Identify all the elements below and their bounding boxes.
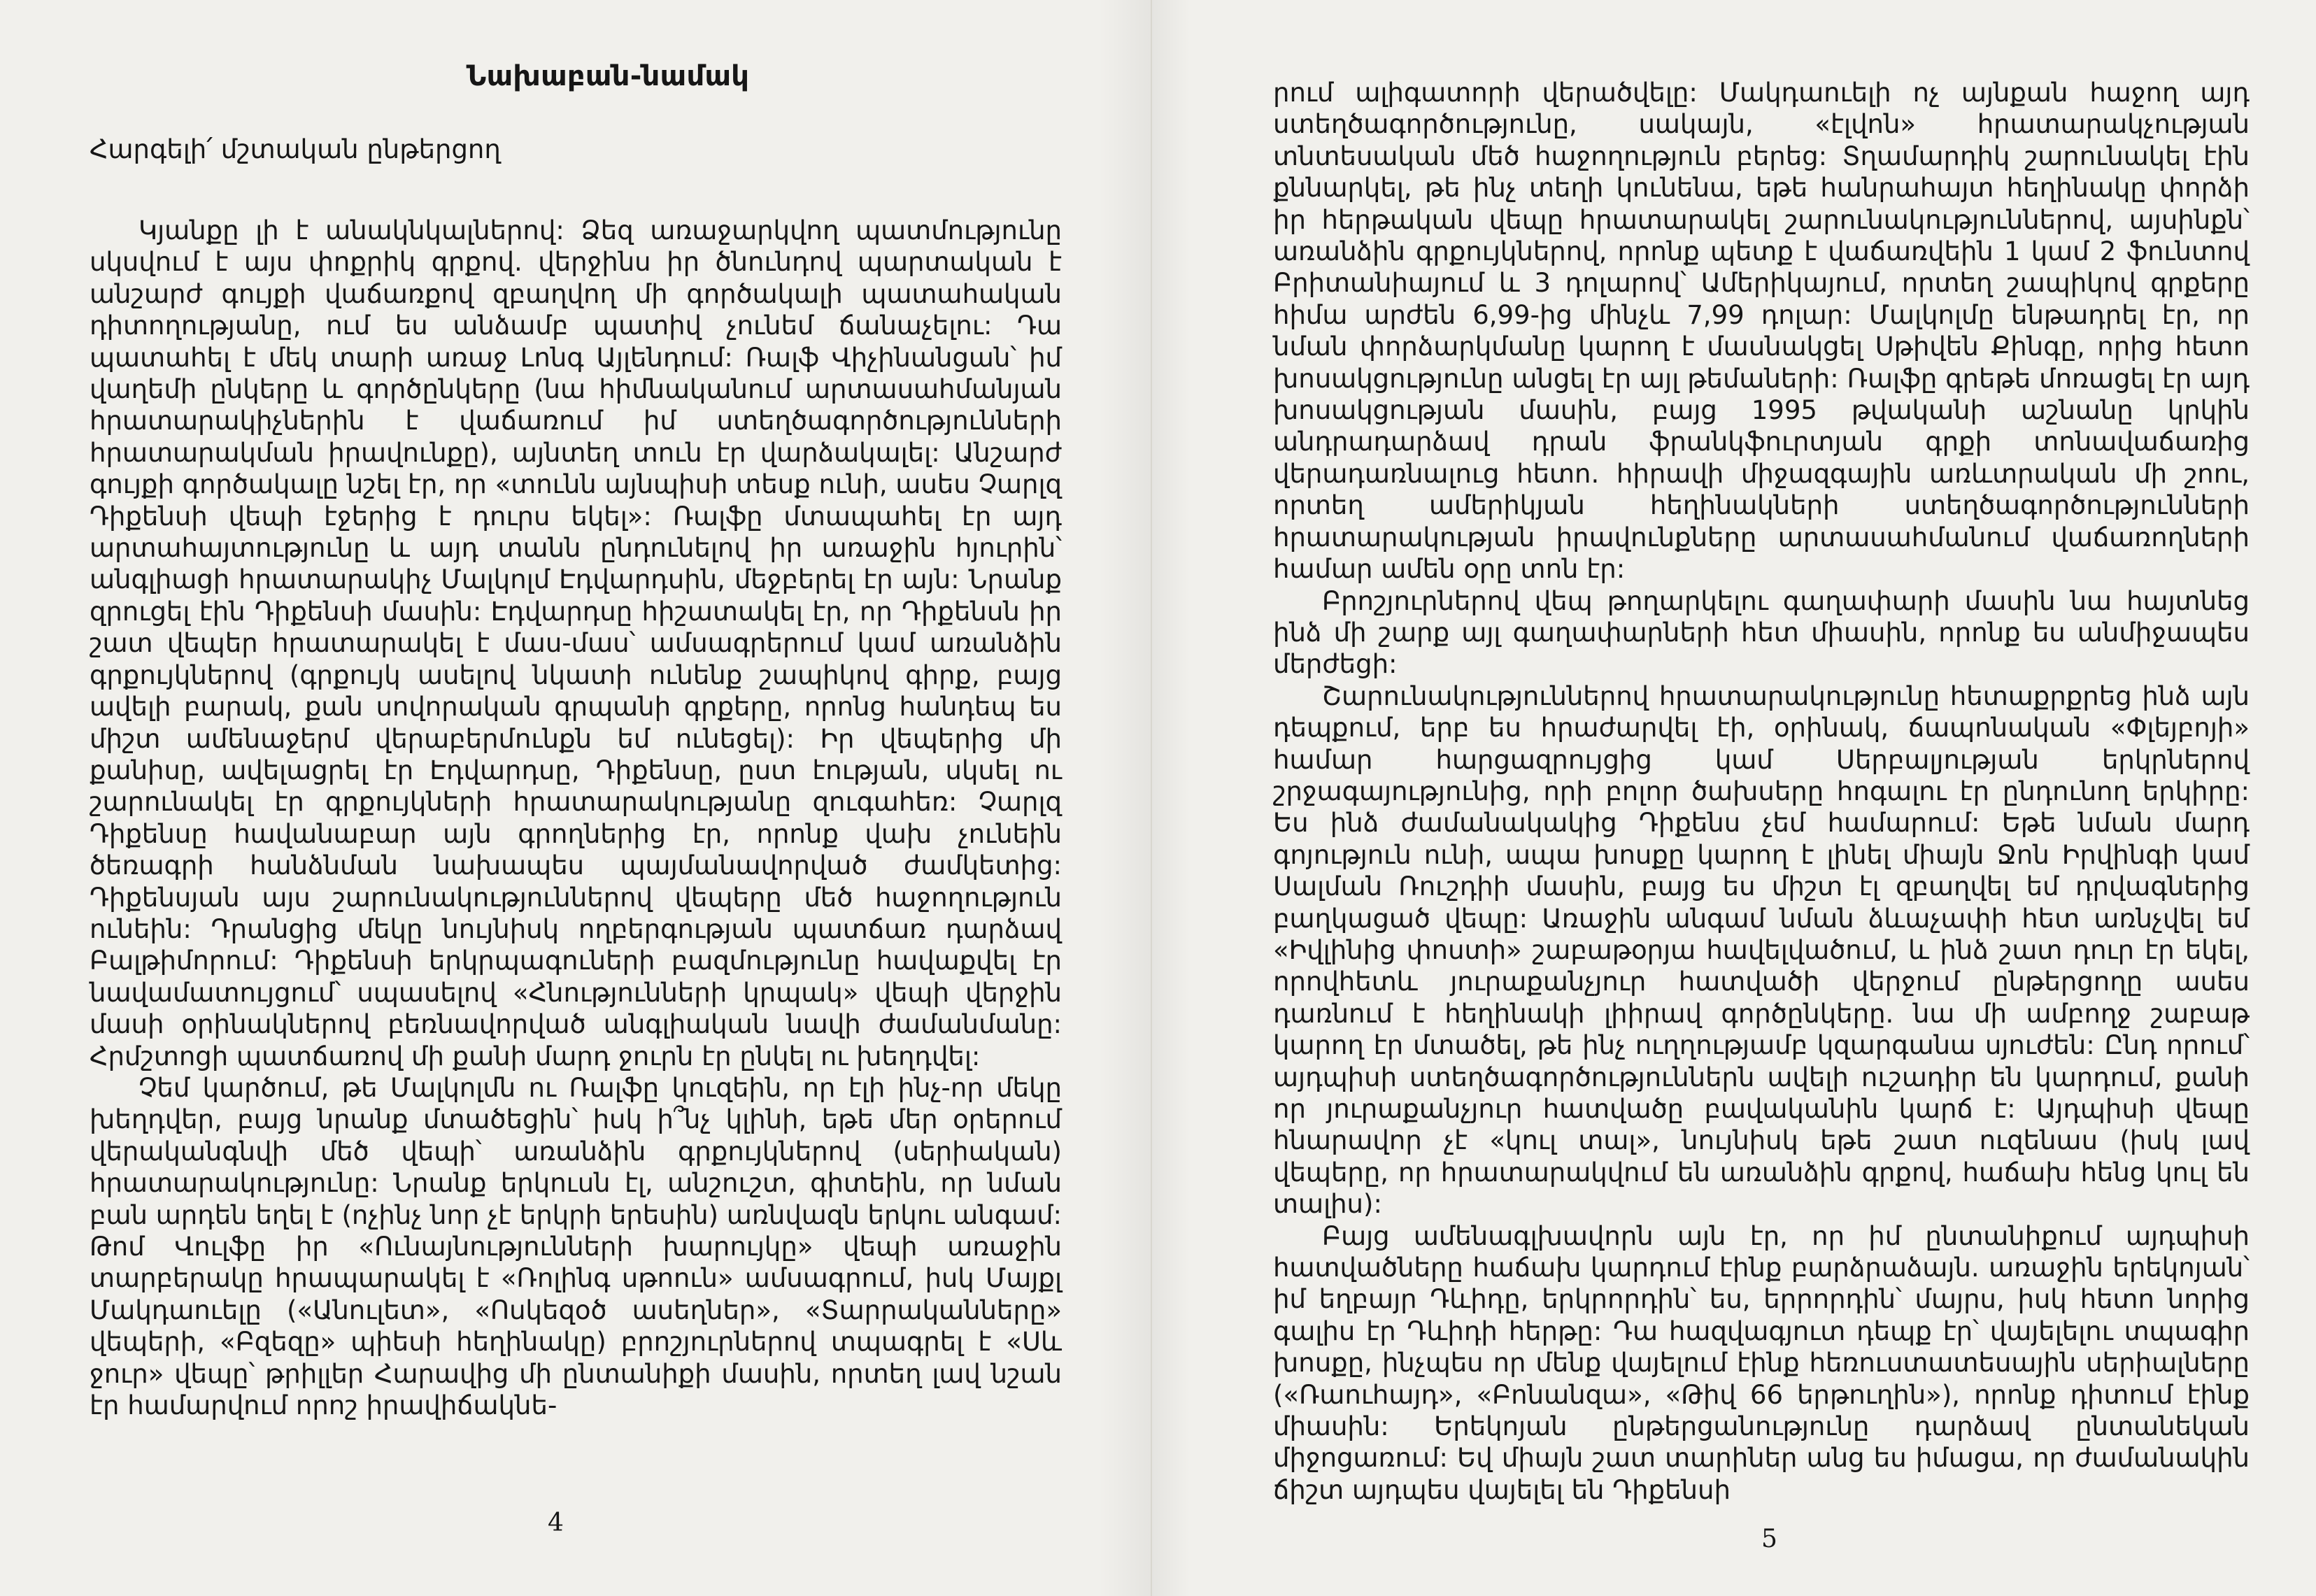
paragraph: Շարունակություններով հրատարակությունը հետաքրքրեց ինձ այն դեպքում, երբ ես հրաժարվել էի, օրինակ, ճապոնական «Փլեյբոյի» համար հարցազրույցից կամ Սերբալյության երկրներով շրջագայությունից, որի բոլոր ծախսերը հոգալու էր ընդունող երկիրը: Ես ինձ ժամանակակից Դիքենս չեմ համարում: Եթե նման մարդ գոյություն ունի, ապա խոսքը կարող է լինել միայն Ջոն Իրվինգի կամ Սալման Ռուշդիի մասին, բայց ես միշտ էլ զբաղվել եմ դրվագներից բաղկացած վեպը: Առաջին անգամ նման ձևաչափի հետ առնչվել եմ «Իվլինից փոստի» շաբաթօրյա հավելվածում, և ինձ շատ դուր էր եկել, որովհետև յուրաքանչյուր հատվածի վերջում ընթերցողը ասես դառնում է հեղինակի լիիրավ գործընկերը. նա մի ամբողջ շաբաթ կարող էր մտածել, թե ինչ ուղղությամբ կզարգանա սյուժեն: Ընդ որում՝ այդպիսի ստեղծագործություններն ավելի ուշադիր են կարդում, քանի որ յուրաքանչյուր հատվածը բավականին կարճ է: Այդպիսի վեպը հնարավոր չէ «կուլ տալ», նույնիսկ եթե շատ ուզենաս (իսկ լավ վեպերը, որ հրատարակվում են առանձին գրքով, հաճախ հենց կուլ են տալիս): — [1273, 681, 2250, 1220]
paragraph: Չեմ կարծում, թե Մալկոլմն ու Ռալֆը կուզեին, որ էլի ինչ-որ մեկը խեղդվեր, բայց նրանք մտածեցին՝ իսկ ի՞նչ կլինի, եթե մեր օրերում վերականգնվի մեծ վեպի՝ առանձին գրքույկներով (սերիական) հրատարակությունը: Նրանք երկուսն էլ, անշուշտ, գիտեին, որ նման բան արդեն եղել է (ոչինչ նոր չէ երկրի երեսին) առնվազն երկու անգամ: Թոմ Վուլֆը իր «Ունայնությունների խարույկը» վեպի առաջին տարբերակը հրապարակել է «Ռոլինգ սթոուն» ամսագրում, իսկ Մայքլ Մակդաուելը («Անուլետ», «Ոսկեզօծ ասեղներ», «Տարրականները» վեպերի, «Բզեզը» պիեսի հեղինակը) բրոշյուրներով տպագրել է «Սև ջուր» վեպը՝ թրիլլեր Հարավից մի ընտանիքի մասին, որտեղ լավ նշան էր համարվում որոշ իրավիճակնե- — [90, 1072, 1062, 1421]
page-number: 4 — [548, 1509, 564, 1537]
left-text-column — [90, 215, 1062, 1421]
paragraph: րում ալիգատորի վերածվելը: Մակդաուելի ոչ այնքան հաջող այդ ստեղծագործությունը, սակայն, «էլվոն» հրատարակչության տնտեսական մեծ հաջողություն բերեց: Տղամարդիկ շարունակել էին քննարկել, թե ինչ տեղի կունենա, եթե հանրահայտ հեղինակը փորձի իր հերթական վեպը հրատարակել շարունակություններով, այսինքն՝ առանձին գրքույկներով, որոնք պետք է վաճառվեին 1 կամ 2 ֆունտով Բրիտանիայում և 3 դոլարով՝ Ամերիկայում, որտեղ շապիկով գրքերը հիմա արժեն 6,99-ից մինչև 7,99 դոլար: Մալկոլմը ենթադրել էր, որ նման փորձարկմանը կարող է մասնակցել Սթիվեն Քինգը, որից հետո խոսակցությունը անցել էր այլ թեմաների: Ռալֆը գրեթե մոռացել էր այդ խոսակցության մասին, բայց 1995 թվականի աշնանը կրկին անդրադարձավ դրան ֆրանկֆուրտյան գրքի տոնավաճառից վերադառնալուց հետո. հիրավի միջազգային առևտրական մի շոու, որտեղ ամերիկյան հեղինակների ստեղծագործությունների հրատարակության իրավունքները արտասահմանում վաճառողների համար ամեն օրը տոն էր: — [1273, 78, 2250, 585]
right-page — [1152, 0, 2316, 1596]
page-number: 5 — [1761, 1525, 1777, 1553]
page-title: Նախաբան-նամակ — [466, 60, 750, 92]
gutter-shadow — [1152, 0, 1191, 1596]
left-page — [0, 0, 1151, 1596]
salutation: Հարգելի՛ մշտական ընթերցող — [90, 134, 501, 164]
gutter-shadow — [1098, 0, 1151, 1596]
paragraph: Բայց ամենագլխավորն այն էր, որ իմ ընտանիքում այդպիսի հատվածները հաճախ կարդում էինք բարձրաձայն. առաջին երեկոյան՝ իմ եղբայր Դևիդը, երկրորդին՝ ես, երրորդին՝ մայրս, իսկ հետո նորից գալիս էր Դևիդի հերթը: Դա հազվագյուտ դեպք էր՝ վայելելու տպագիր խոսքը, ինչպես որ մենք վայելում էինք հեռուստատեսային սերիալները («Ռաուհայդ», «Բոնանզա», «Թիվ 66 երթուղին»), որոնք դիտում էինք միասին: Երեկոյան ընթերցանությունը դարձավ ընտանեկան միջոցառում: Եվ միայն շատ տարիներ անց ես իմացա, որ ժամանակին ճիշտ այդպես վայելել են Դիքենսի — [1273, 1220, 2250, 1505]
right-text-column — [1273, 77, 2250, 1506]
paragraph: Կյանքը լի է անակնկալներով: Ձեզ առաջարկվող պատմությունը սկսվում է այս փոքրիկ գրքով. վերջինս իր ծնունդով պարտական է անշարժ գույքի վաճառքով զբաղվող մի գործակալի պատահական դիտողությանը, ում ես անձամբ պատիվ չունեմ ճանաչելու: Դա պատահել է մեկ տարի առաջ Լոնգ Այլենդում: Ռալֆ Վիչինանցան՝ իմ վաղեմի ընկերը և գործընկերը (նա հիմնականում արտասահմանյան հրատարակիչներին է վաճառում իմ ստեղծագործությունների հրատարակման իրավունքը), այնտեղ տուն էր վարձակալել: Անշարժ գույքի գործակալը նշել էր, որ «տունն այնպիսի տեսք ունի, ասես Չարլզ Դիքենսի վեպի էջերից է դուրս եկել»: Ռալֆը մտապահել էր այդ արտահայտությունը և այդ տանն ընդունելով իր առաջին հյուրին՝ անգլիացի հրատարակիչ Մալկոլմ Էդվարդսին, մեջբերել էր այն: Նրանք զրուցել էին Դիքենսի մասին: Էդվարդսը հիշատակել էր, որ Դիքենսն իր շատ վեպեր հրատարակել է մաս-մաս՝ ամսագրերում կամ առանձին գրքույկներով (գրքույկ ասելով նկատի ունենք շապիկով գիրք, բայց ավելի բարակ, քան սովորական գրպանի գրքերը, որոնց հանդեպ ես միշտ ամենաջերմ վերաբերմունքն եմ ունեցել): Իր վեպերից մի քանիսը, ավելացրել էր Էդվարդսը, Դիքենսը, ըստ էության, սկսել ու շարունակել էր գրքույկների հրատարակությանը զուգահեռ: Չարլզ Դիքենսը հավանաբար այն գրողներից էր, որոնք վախ չունեին ծեռագրի հանձնման նախապես պայմանավորված ժամկետից: Դիքենսյան այս շարունակություններով վեպերը մեծ հաջողություն ունեին: Դրանցից մեկը նույնիսկ ողբերգության պատճառ դարձավ Բալթիմորում: Դիքենսի երկրպագուների բազմությունը հավաքվել էր նավամատույցում՝ սպասելով «Հնությունների կրպակ» վեպի վերջին մասի օրինակներով բեռնավորված անգլիական նավի ժամանմանը: Հրմշտոցի պատճառով մի քանի մարդ ջուրն էր ընկել ու խեղդվել: — [90, 215, 1062, 1071]
paragraph: Բրոշյուրներով վեպ թողարկելու գաղափարի մասին նա հայտնեց ինձ մի շարք այլ գաղափարների հետ միասին, որոնք ես անմիջապես մերժեցի: — [1273, 585, 2250, 680]
